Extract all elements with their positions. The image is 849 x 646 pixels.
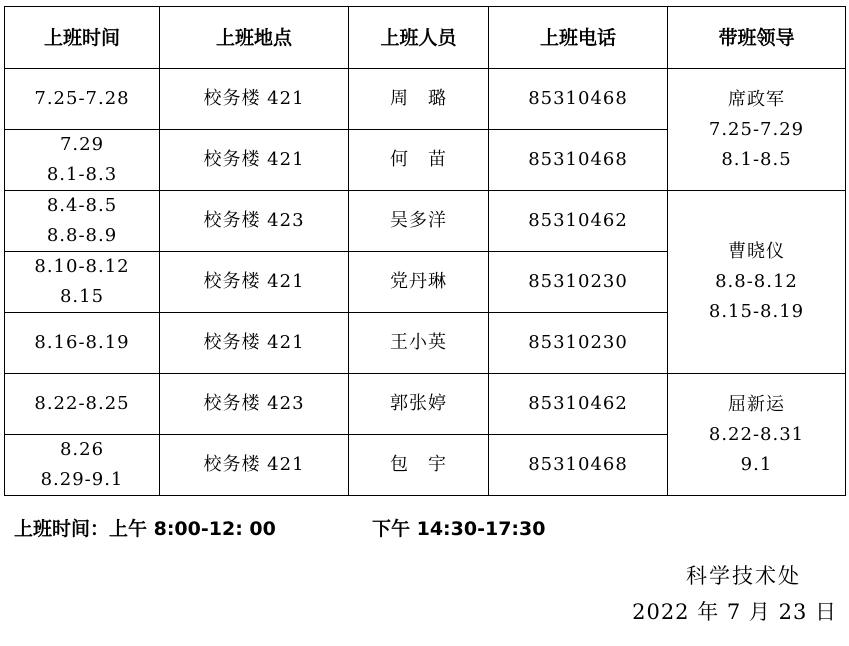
leader-dates: 9.1 (740, 453, 773, 475)
place-cell: 校务楼 423 (160, 374, 349, 435)
leader-name: 屈新运 (728, 393, 785, 415)
time-cell (5, 435, 160, 496)
time-cell (5, 252, 160, 313)
leader-cell (668, 374, 846, 496)
place-cell: 校务楼 421 (160, 130, 349, 191)
phone-cell: 85310230 (489, 252, 668, 313)
duty-schedule-table (4, 6, 846, 496)
phone-cell: 85310462 (489, 374, 668, 435)
person-cell: 郭张婷 (349, 374, 489, 435)
time-line: 8.29-9.1 (40, 469, 124, 490)
time-line: 8.26 (59, 439, 105, 460)
leader-dates: 8.1-8.5 (721, 148, 792, 170)
table-row (5, 69, 846, 130)
time-line: 8.8-8.9 (46, 225, 118, 246)
time-cell (5, 69, 160, 130)
header-phone: 上班电话 (489, 7, 668, 69)
person-cell: 周 璐 (349, 69, 489, 130)
header-leader: 带班领导 (668, 7, 846, 69)
time-line: 7.25-7.28 (34, 88, 130, 109)
time-line: 8.10-8.12 (34, 256, 130, 277)
phone-cell: 85310462 (489, 191, 668, 252)
time-cell (5, 313, 160, 374)
morning-hours: 上班时间：上午 8:00-12: 00 (14, 518, 276, 540)
place-cell: 校务楼 421 (160, 313, 349, 374)
leader-dates: 8.15-8.19 (708, 301, 805, 322)
place-cell: 校务楼 421 (160, 435, 349, 496)
person-cell: 吴多洋 (349, 191, 489, 252)
leader-name: 曹晓仪 (728, 241, 785, 262)
header-row (5, 7, 846, 69)
place-cell: 校务楼 421 (160, 69, 349, 130)
header-time: 上班时间 (5, 7, 160, 69)
time-line: 8.4-8.5 (46, 195, 118, 216)
phone-cell: 85310468 (489, 435, 668, 496)
phone-cell: 85310468 (489, 130, 668, 191)
leader-cell (668, 69, 846, 191)
person-cell: 何 苗 (349, 130, 489, 191)
place-cell: 校务楼 421 (160, 252, 349, 313)
time-line: 8.22-8.25 (34, 393, 130, 414)
time-line: 8.16-8.19 (34, 332, 130, 353)
leader-dates: 7.25-7.29 (708, 118, 805, 140)
header-person: 上班人员 (349, 7, 489, 69)
leader-cell (668, 191, 846, 374)
time-cell (5, 130, 160, 191)
time-line: 8.1-8.3 (46, 164, 118, 185)
afternoon-hours: 下午 14:30-17:30 (372, 518, 546, 540)
phone-cell: 85310468 (489, 69, 668, 130)
person-cell: 包 宇 (349, 435, 489, 496)
signature-date: 2022 年 7 月 23 日 (632, 600, 837, 624)
time-line: 8.15 (59, 286, 105, 307)
table-row (5, 374, 846, 435)
signature-department: 科学技术处 (686, 564, 801, 588)
leader-name: 席政军 (728, 88, 785, 110)
time-cell (5, 191, 160, 252)
leader-dates: 8.22-8.31 (708, 423, 805, 445)
person-cell: 党丹琳 (349, 252, 489, 313)
phone-cell: 85310230 (489, 313, 668, 374)
table-row (5, 191, 846, 252)
person-cell: 王小英 (349, 313, 489, 374)
office-hours-note (14, 514, 546, 541)
leader-dates: 8.8-8.12 (715, 271, 798, 292)
header-place: 上班地点 (160, 7, 349, 69)
time-cell (5, 374, 160, 435)
place-cell: 校务楼 423 (160, 191, 349, 252)
time-line: 7.29 (59, 134, 105, 155)
